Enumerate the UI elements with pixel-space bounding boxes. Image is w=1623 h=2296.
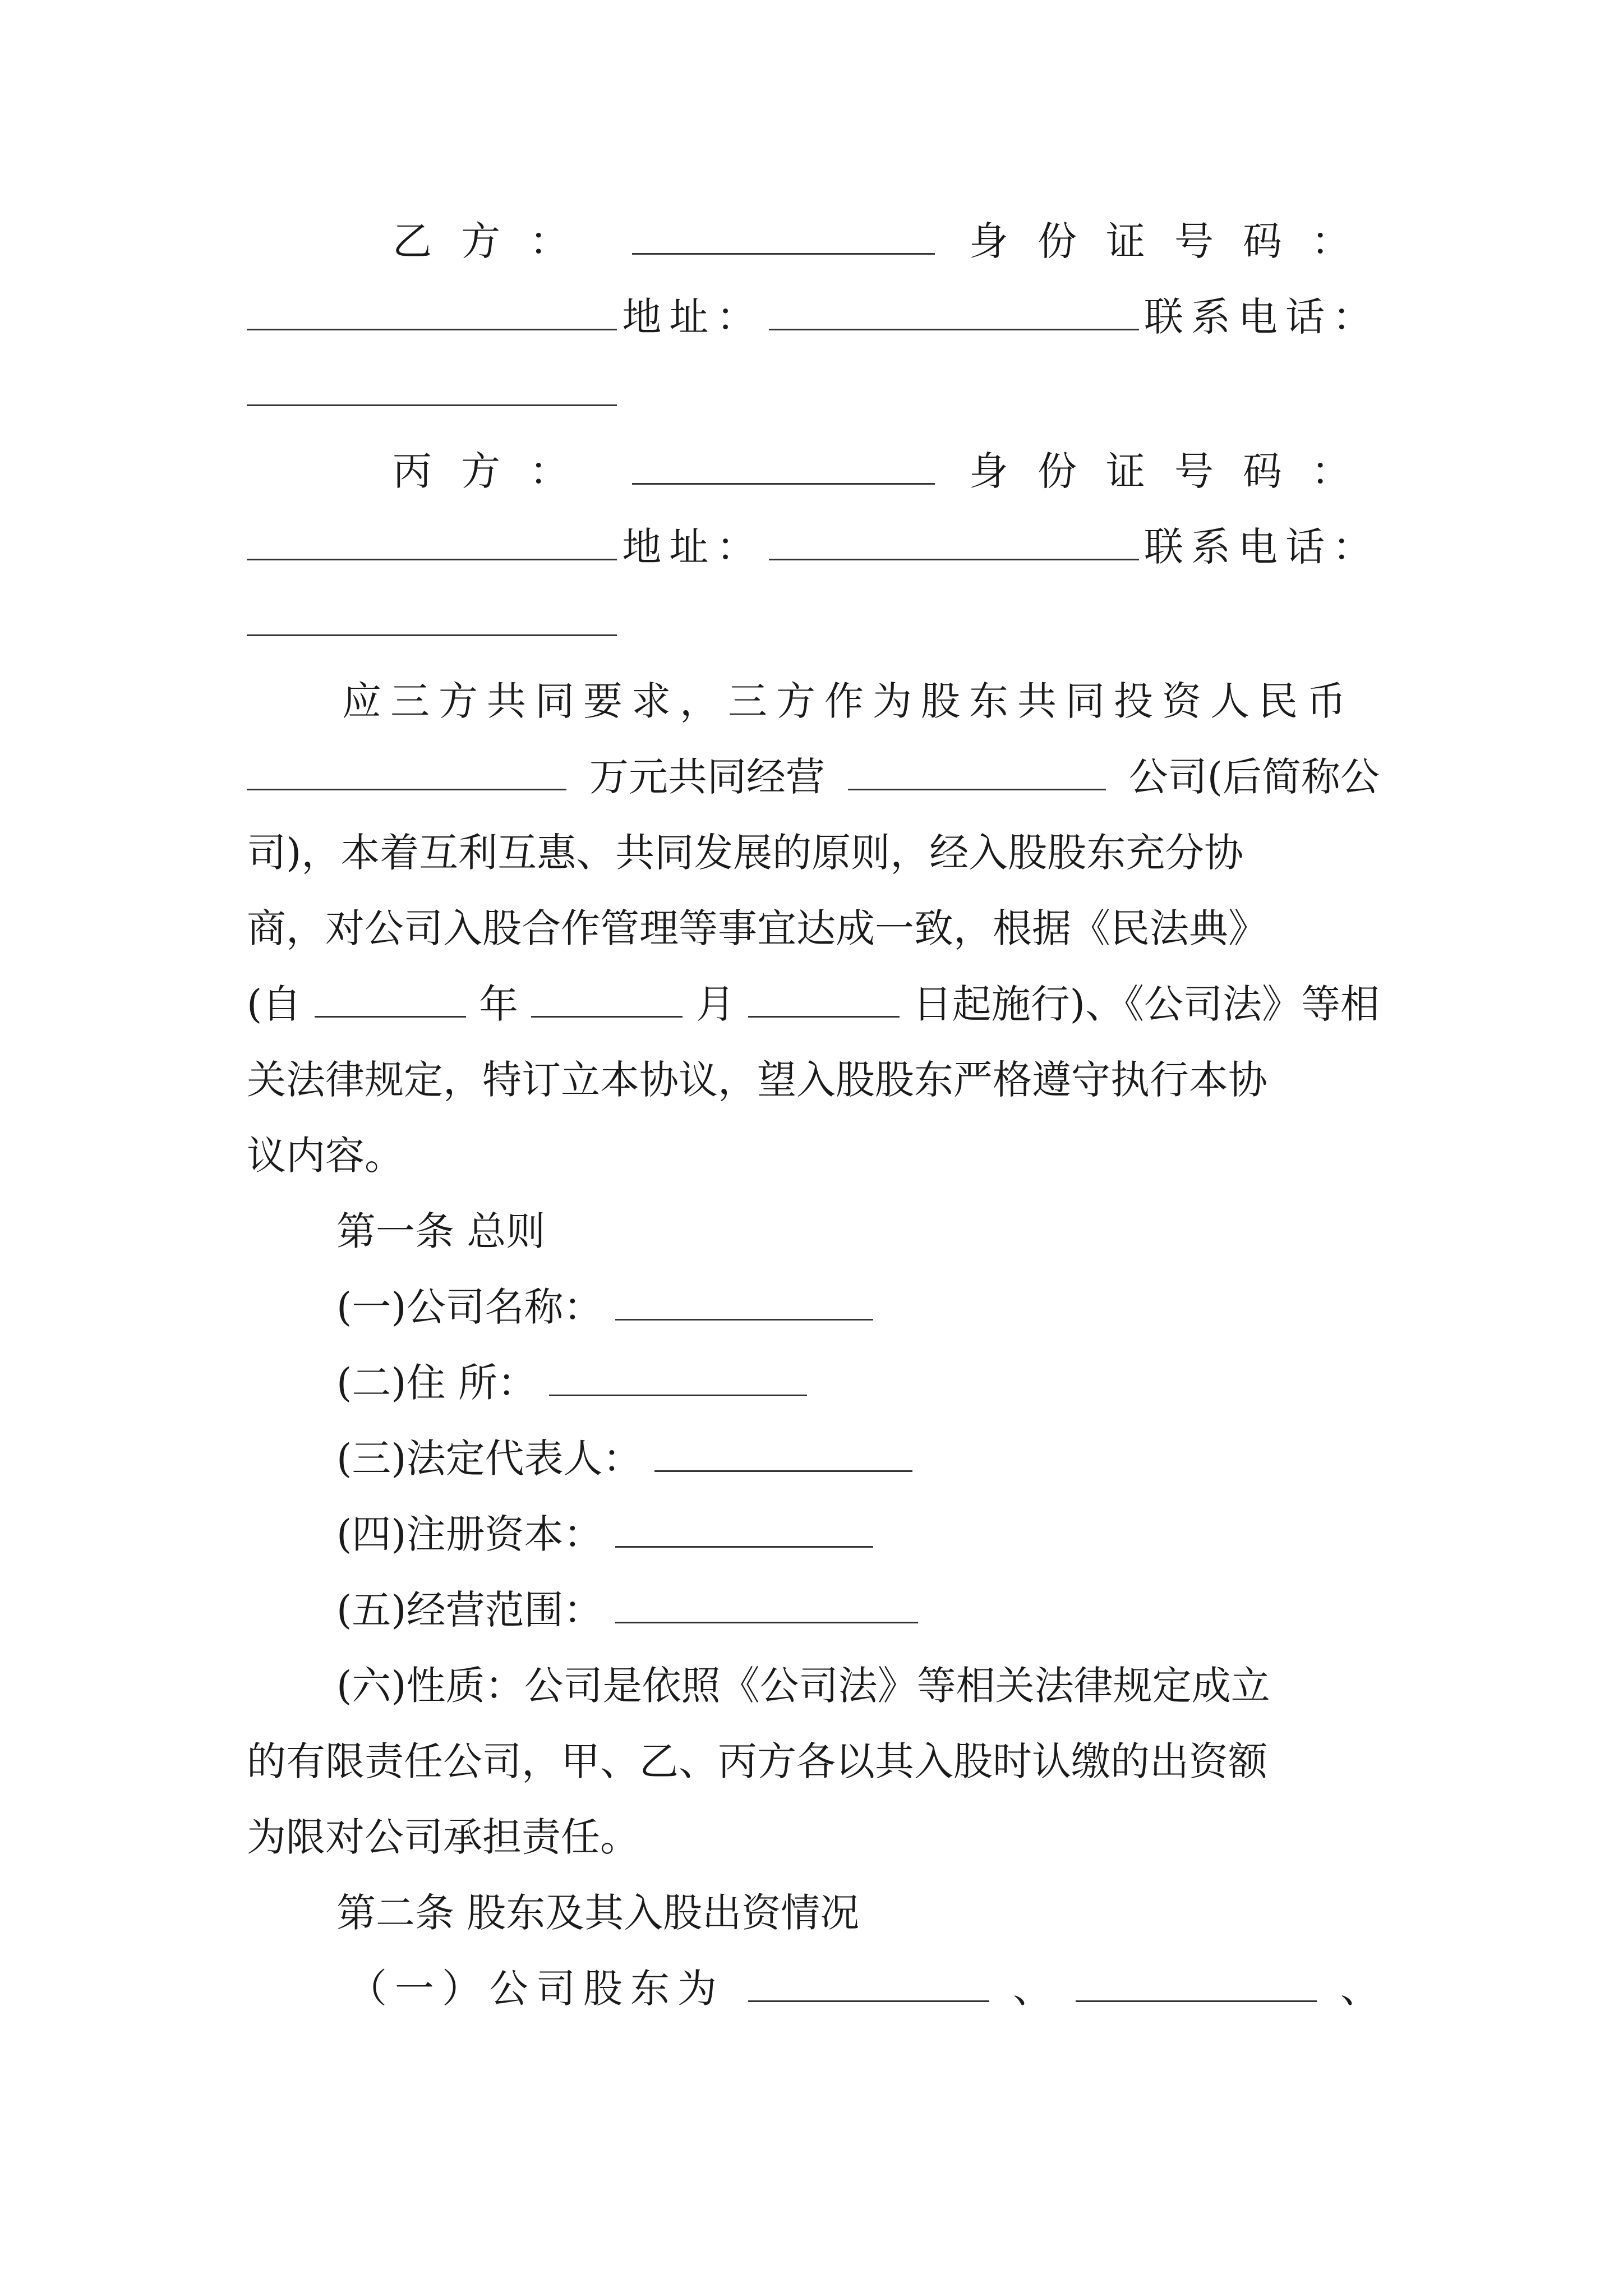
intro-line-1: 应三方共同要求，三方作为股东共同投资人民币: [342, 678, 1355, 724]
article-2-title: 第二条 股东及其入股出资情况: [336, 1890, 860, 1936]
party-b-line-3: [247, 365, 1380, 421]
address-field[interactable]: [549, 1360, 807, 1396]
intro-line-5-b: 年: [479, 981, 519, 1027]
party-c-id-label: 身份证号码：: [969, 448, 1380, 494]
registered-capital-label: (四)注册资本：: [336, 1511, 603, 1557]
company-name-blank[interactable]: [848, 754, 1106, 790]
year-blank[interactable]: [315, 981, 466, 1018]
party-b-id-blank[interactable]: [247, 294, 617, 330]
shareholder-1-blank[interactable]: [748, 1966, 989, 2002]
party-c-line-2: [247, 519, 1380, 575]
article-1-item-2: [336, 1355, 1469, 1411]
company-name-field[interactable]: [615, 1284, 873, 1320]
intro-line-6: 关法律规定，特订立本协议，望入股股东严格遵守执行本协: [247, 1057, 1267, 1103]
party-b-id-label: 身份证号码：: [969, 218, 1380, 264]
party-c-label: 丙方：: [393, 448, 598, 494]
party-b-address-blank[interactable]: [769, 294, 1139, 330]
article-1-item-3: [336, 1430, 1469, 1487]
intro-line-7: 议内容。: [247, 1133, 404, 1179]
party-b-phone-label: 联系电话：: [1144, 294, 1380, 340]
article-2-item-1: [348, 1961, 1380, 2017]
party-b-line-2: [247, 289, 1380, 345]
party-c-address-label: 地址：: [622, 524, 764, 570]
intro-line-5: [247, 976, 1380, 1032]
article-1-item-5: [336, 1582, 1469, 1638]
investment-amount-blank[interactable]: [247, 754, 566, 790]
intro-line-5-c: 月: [695, 981, 735, 1027]
intro-line-5-d: 日起施行)、《公司法》等相: [912, 981, 1380, 1027]
intro-line-3: 司)，本着互利互惠、共同发展的原则，经入股股东充分协: [247, 830, 1244, 876]
shareholder-2-blank[interactable]: [1076, 1966, 1317, 2002]
registered-capital-field[interactable]: [615, 1511, 873, 1548]
intro-line-2-b: 公司(后简称公: [1128, 754, 1380, 800]
party-b-address-label: 地址：: [622, 294, 764, 340]
party-b-label: 乙方：: [393, 218, 598, 264]
party-c-address-blank[interactable]: [769, 524, 1139, 560]
party-c-id-blank[interactable]: [247, 524, 617, 560]
article-1-nature-line-3: 为限对公司承担责任。: [247, 1814, 639, 1860]
legal-representative-label: (三)法定代表人：: [336, 1435, 642, 1481]
party-c-phone-blank[interactable]: [247, 600, 617, 636]
address-label: (二)住 所：: [336, 1360, 537, 1406]
intro-line-2-a: 万元共同经营: [589, 754, 825, 800]
party-c-phone-label: 联系电话：: [1144, 524, 1380, 570]
month-blank[interactable]: [531, 981, 683, 1018]
business-scope-field[interactable]: [615, 1587, 918, 1623]
party-c-line: [393, 443, 1380, 499]
intro-line-2: [247, 749, 1380, 805]
shareholders-label: （一）公司股东为: [348, 1966, 725, 2012]
article-1-nature-line-2: 的有限责任公司，甲、乙、丙方各以其入股时认缴的出资额: [247, 1738, 1267, 1784]
party-c-name-blank[interactable]: [632, 448, 935, 485]
party-b-name-blank[interactable]: [632, 218, 935, 255]
company-name-label: (一)公司名称：: [336, 1284, 603, 1330]
party-b-line: [393, 213, 1380, 269]
party-b-phone-blank[interactable]: [247, 370, 617, 406]
business-scope-label: (五)经营范围：: [336, 1587, 603, 1633]
separator-1: 、: [1013, 1966, 1052, 2012]
day-blank[interactable]: [748, 981, 900, 1018]
article-1-nature-line-1: (六)性质：公司是依照《公司法》等相关法律规定成立: [336, 1663, 1270, 1709]
article-1-title: 第一条 总则: [336, 1208, 546, 1254]
intro-line-5-a: (自: [247, 981, 302, 1027]
article-1-item-4: [336, 1506, 1469, 1562]
separator-2: 、: [1340, 1966, 1380, 2012]
article-1-item-1: [336, 1279, 1469, 1335]
legal-representative-field[interactable]: [654, 1435, 912, 1472]
intro-line-4: 商，对公司入股合作管理等事宜达成一致，根据《民法典》: [247, 905, 1267, 951]
party-c-line-3: [247, 595, 1380, 651]
